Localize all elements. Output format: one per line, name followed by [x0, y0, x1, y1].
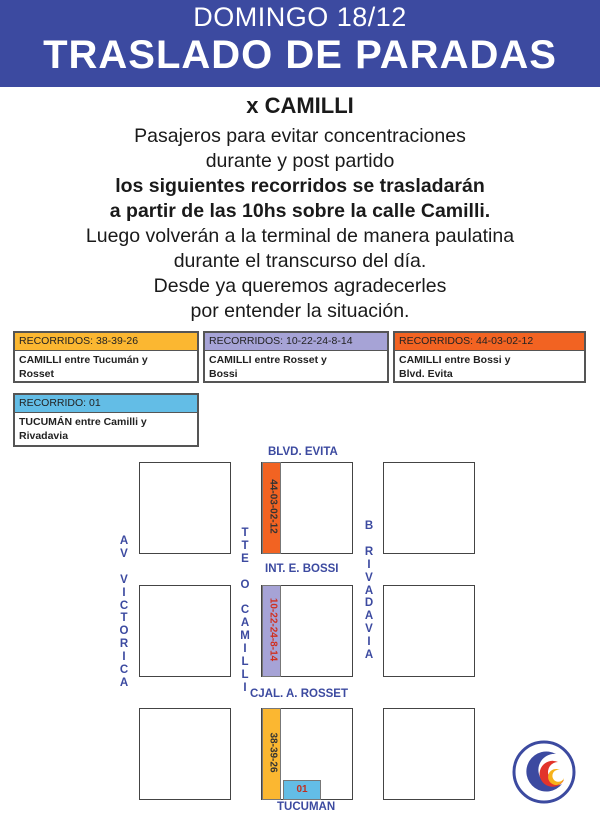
- route-header: RECORRIDOS: 38-39-26: [15, 333, 197, 351]
- street-letter: R: [119, 638, 129, 651]
- route-line: Rosset: [19, 368, 55, 380]
- map-block: [383, 585, 475, 677]
- street-letter: A: [119, 676, 129, 689]
- street-blvd-evita: BLVD. EVITA: [268, 446, 338, 458]
- route-box-44-03-02-12: [393, 331, 586, 383]
- street-letter: O: [240, 578, 250, 591]
- street-letter: C: [119, 599, 129, 612]
- street-letter: I: [122, 586, 126, 599]
- message-line-6: durante el transcurso del día.: [173, 250, 427, 272]
- street-letter: L: [241, 656, 249, 669]
- street-letter: V: [120, 573, 128, 586]
- company-logo-icon: [512, 740, 576, 804]
- header-title: TRASLADO DE PARADAS: [43, 33, 557, 77]
- street-letter: [362, 533, 376, 546]
- street-letter: E: [241, 552, 249, 565]
- map-block: [383, 708, 475, 800]
- route-description: [395, 351, 584, 383]
- street-letter: A: [119, 535, 129, 547]
- message-line-4: a partir de las 10hs sobre la calle Camilli.: [109, 200, 491, 222]
- map-block: [139, 585, 231, 677]
- map-block: [139, 462, 231, 554]
- route-segment-orange: [262, 462, 281, 554]
- street-letter: O: [119, 625, 129, 638]
- segment-label: 44-03-02-12: [267, 479, 279, 534]
- route-segment-yellow: [262, 708, 281, 800]
- route-description: [15, 351, 197, 383]
- street-av-victorica: [117, 535, 131, 690]
- street-letter: T: [241, 539, 249, 552]
- route-line: Rivadavia: [19, 430, 69, 442]
- message-line-5: Luego volverán a la terminal de manera paulatina: [85, 225, 515, 247]
- header-date: DOMINGO 18/12: [193, 2, 407, 32]
- segment-label: 10-22-24-8-14: [267, 597, 279, 662]
- route-box-38-39-26: [13, 331, 199, 383]
- street-int-bossi: INT. E. BOSSI: [265, 563, 339, 575]
- street-letter: V: [365, 571, 373, 584]
- header-banner: [0, 0, 600, 87]
- route-segment-blue: 01: [283, 780, 321, 800]
- message-line-3: los siguientes recorridos se trasladarán: [115, 175, 485, 197]
- street-letter: I: [243, 643, 247, 656]
- street-letter: I: [243, 681, 247, 694]
- map-block: [139, 708, 231, 800]
- route-box-01: [13, 393, 199, 447]
- street-letter: M: [240, 630, 250, 643]
- street-letter: B: [364, 520, 374, 532]
- street-letter: V: [120, 547, 128, 560]
- route-line: Bossi: [209, 368, 238, 380]
- street-letter: C: [119, 664, 129, 677]
- route-line: CAMILLI entre Rosset y: [209, 354, 327, 366]
- message-line-7: Desde ya queremos agradecerles: [153, 275, 447, 297]
- route-segment-lavender: [262, 585, 281, 677]
- street-letter: [238, 566, 252, 579]
- route-header: RECORRIDOS: 10-22-24-8-14: [205, 333, 387, 351]
- street-letter: A: [364, 649, 374, 662]
- route-header: RECORRIDOS: 44-03-02-12: [395, 333, 584, 351]
- street-tucuman: TUCUMAN: [277, 801, 336, 813]
- street-letter: T: [241, 527, 249, 539]
- route-description: [205, 351, 387, 383]
- street-letter: I: [367, 558, 371, 571]
- street-letter: L: [241, 668, 249, 681]
- message-line-1: Pasajeros para evitar concentraciones: [134, 125, 466, 147]
- route-box-10-22-24-8-14: [203, 331, 389, 383]
- street-letter: V: [365, 623, 373, 636]
- street-letter: I: [367, 636, 371, 649]
- street-tte-camilli: [238, 527, 252, 695]
- segment-label: 38-39-26: [267, 732, 279, 773]
- route-description: [15, 413, 197, 445]
- street-letter: A: [240, 617, 250, 630]
- message-line-8: por entender la situación.: [190, 300, 410, 322]
- route-line: CAMILLI entre Bossi y: [399, 354, 511, 366]
- street-cjal-rosset: CJAL. A. ROSSET: [250, 688, 348, 700]
- route-line: CAMILLI entre Tucumán y: [19, 354, 148, 366]
- street-b-rivadavia: [362, 520, 376, 662]
- subtitle: x CAMILLI: [246, 93, 354, 118]
- map-block: [383, 462, 475, 554]
- street-letter: I: [122, 651, 126, 664]
- street-letter: D: [364, 597, 374, 610]
- street-letter: A: [364, 584, 374, 597]
- street-letter: R: [364, 545, 374, 558]
- route-line: Blvd. Evita: [399, 368, 453, 380]
- message-line-2: durante y post partido: [205, 150, 395, 172]
- street-letter: A: [364, 610, 374, 623]
- route-header: RECORRIDO: 01: [15, 395, 197, 413]
- street-letter: [238, 592, 252, 605]
- street-letter: T: [120, 612, 128, 625]
- street-letter: C: [240, 604, 250, 617]
- street-letter: [117, 561, 131, 574]
- route-line: TUCUMÁN entre Camilli y: [19, 416, 147, 428]
